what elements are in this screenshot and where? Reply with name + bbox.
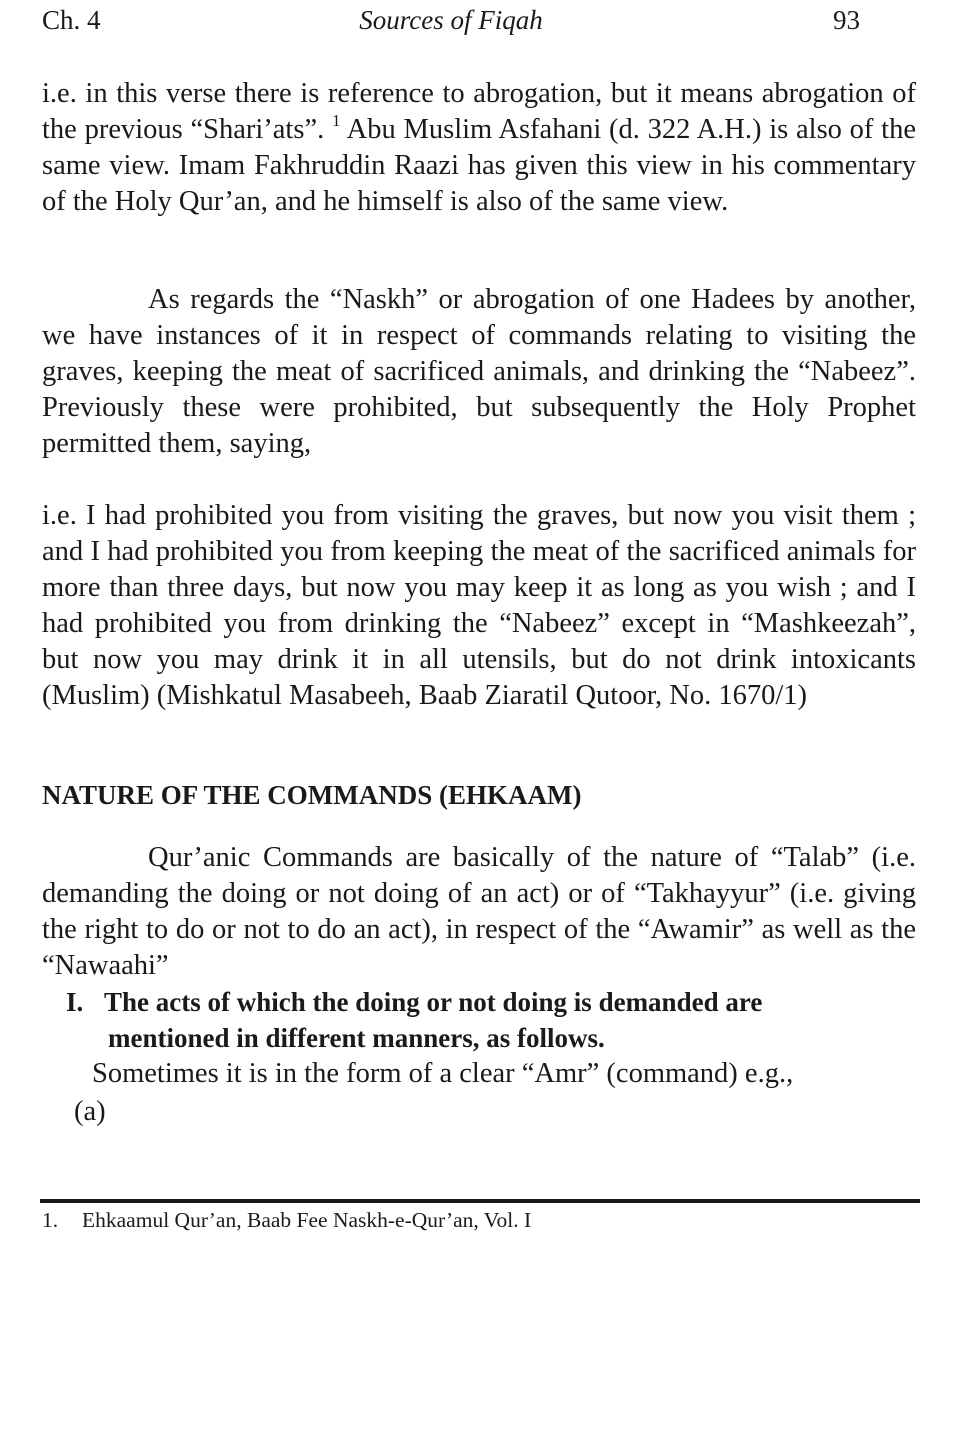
paragraph-text: i.e. in this verse there is reference to abrogation, but it means abrogation of the previous “Shari’ats”. (42, 78, 916, 145)
chapter-label: Ch. 4 (42, 5, 101, 35)
item-text-continued: mentioned in different manners, as follows. (108, 1023, 605, 1053)
paragraph-abrogation-view (42, 76, 916, 220)
paragraph-text: Abu Muslim Asfahani (d. 322 A.H.) is also of the same view. Imam Fakhruddin Raazi has given this view in his commentary of the Holy Qur’an, and he himself is also of the same view. (42, 114, 916, 217)
paragraph-text: Qur’anic Commands are basically of the nature of “Talab” (i.e. demanding the doing or not doing of an act) or of “Takhayyur” (i.e. giving the right to do or not to do an act), in respect of the “Awamir” as well as the “Nawaahi” (42, 842, 916, 981)
footnote-number: 1. (42, 1208, 59, 1232)
item-text: The acts of which the doing or not doing is demanded are (104, 987, 763, 1017)
item-number: I. (66, 987, 84, 1017)
sometimes-line: Sometimes it is in the form of a clear “Amr” (command) e.g., (92, 1058, 794, 1089)
footnote-divider (40, 1199, 920, 1203)
paragraph-naskh-hadees (42, 282, 916, 462)
paragraph-text: i.e. I had prohibited you from visiting the graves, but now you visit them ; and I had prohibited you from keeping the meat of the sacrificed animals for more than three days, but now you may keep it as long as you wish ; and I had prohibited you from drinking the “Nabeez” except in “Mashkeezah”, but now you may drink it in all utensils, but do not drink intoxicants (Muslim) (Mishkatul Masabeeh, Baab Ziaratil Qutoor, No. 1670/1) (42, 500, 916, 711)
running-header (42, 2, 860, 38)
numbered-item (66, 984, 916, 1056)
paragraph-quranic-commands (42, 840, 916, 984)
paragraph-text: As regards the “Naskh” or abrogation of one Hadees by another, we have instances of it in respect of commands relating to visiting the graves, keeping the meat of sacrificed animals, and drinking the “Nabeez”. Previously these were prohibited, but subsequently the Holy Prophet permitted them, saying, (42, 284, 916, 459)
page-number: 93 (833, 5, 860, 35)
paragraph-prohibition (42, 498, 916, 714)
footnote-reference: 1 (331, 111, 341, 130)
sub-item-label: (a) (74, 1096, 106, 1127)
book-title: Sources of Fiqah (359, 5, 543, 35)
footnote (42, 1205, 531, 1235)
footnote-text: Ehkaamul Qur’an, Baab Fee Naskh-e-Qur’an, Vol. I (82, 1208, 532, 1232)
section-heading: NATURE OF THE COMMANDS (EHKAAM) (42, 780, 582, 810)
